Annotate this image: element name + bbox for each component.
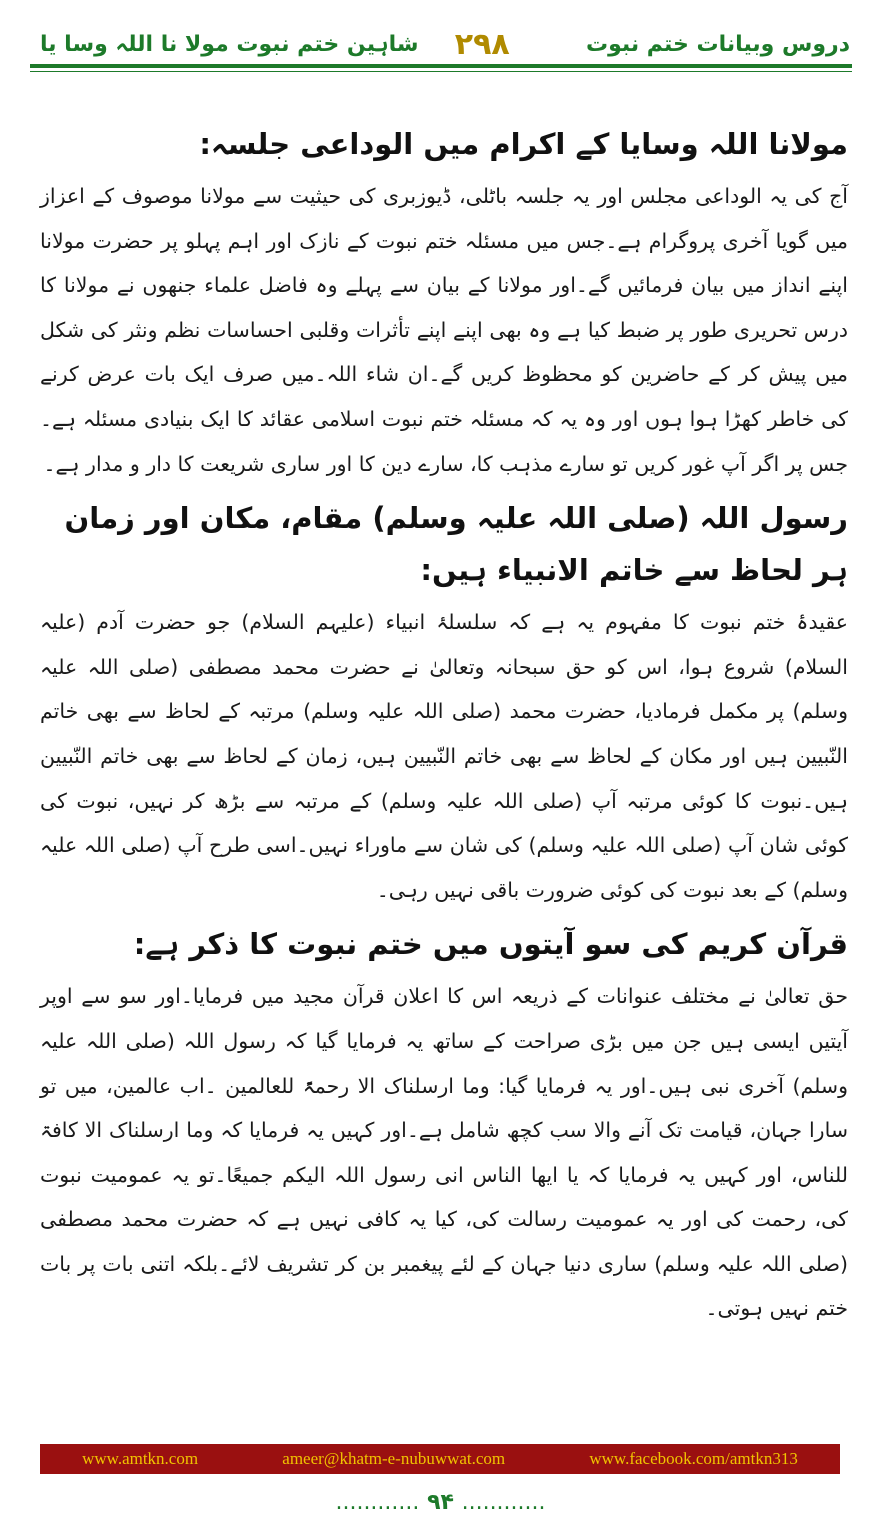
section	[40, 492, 848, 912]
section-heading: قرآن کریم کی سو آیتوں میں ختم نبوت کا ذکر ہے:	[133, 927, 848, 962]
series-title: شاہین ختم نبوت مولا نا اللہ وسا یا	[40, 31, 419, 57]
section-heading: رسول اللہ (صلی اللہ علیہ وسلم) مقام، مکان اور زمان ہر لحاظ سے خاتم الانبیاء ہیں:	[64, 501, 848, 588]
page-header	[40, 28, 850, 60]
footer-bar	[40, 1444, 840, 1474]
page-number: ۹۴	[427, 1490, 454, 1515]
section	[40, 118, 848, 486]
book-title: دروس وبیانات ختم نبوت	[586, 31, 850, 57]
dots-right: ............	[461, 1490, 546, 1515]
website-link[interactable]: www.amtkn.com	[82, 1449, 199, 1468]
facebook-link[interactable]: www.facebook.com/amtkn313	[589, 1449, 798, 1468]
header-rule-thick	[30, 64, 852, 68]
section-paragraph: عقیدۂ ختم نبوت کا مفہوم یہ ہے کہ سلسلۂ انبیاء (علیہم السلام) جو حضرت آدم (علیہ السلام) شروع ہوا، اس کو حق سبحانہ وتعالیٰ نے حضرت محمد مصطفی (صلی اللہ علیہ وسلم) پر مکمل فرمادیا، حضرت محمد (صلی اللہ علیہ وسلم) مرتبہ کے لحاظ سے بھی خاتم النّبیین ہیں اور مکان کے لحاظ سے بھی خاتم النّبیین ہیں، زمان کے لحاظ سے بھی خاتم النّبیین ہیں۔نبوت کا کوئی مرتبہ آپ (صلی اللہ علیہ وسلم) کے مرتبہ سے بڑھ کر نہیں، نبوت کی کوئی شان آپ (صلی اللہ علیہ وسلم) کی شان سے ماوراء نہیں۔اسی طرح آپ (صلی اللہ علیہ وسلم) کے بعد نبوت کی کوئی ضرورت باقی نہیں رہی۔	[40, 610, 848, 902]
dots-left: ............	[335, 1490, 420, 1515]
header-rule-thin	[30, 71, 852, 72]
bottom-page-number	[0, 1490, 881, 1515]
section-paragraph: حق تعالیٰ نے مختلف عنوانات کے ذریعہ اس کا اعلان قرآن مجید میں فرمایا۔اور سو سے اوپر آیتیں ایسی ہیں جن میں بڑی صراحت کے ساتھ یہ فرمایا گیا کہ رسول اللہ (صلی اللہ علیہ وسلم) آخری نبی ہیں۔اور یہ فرمایا گیا: وما ارسلناک الا رحمۃً للعالمین ۔اب عالمین، میں تو سارا جہان، قیامت تک آنے والا سب کچھ شامل ہے۔اور کہیں یہ فرمایا کہ وما ارسلناک الا کافۃ للناس، اور کہیں یہ فرمایا کہ یا ایھا الناس انی رسول اللہ الیکم جمیعًا۔تو یہ عمومیت نبوت کی، رحمت کی اور یہ عمومیت رسالت کی، کیا یہ کافی نہیں ہے کہ حضرت محمد مصطفی (صلی اللہ علیہ وسلم) ساری دنیا جہان کے لئے پیغمبر بن کر تشریف لائے۔بلکہ اتنی بات پر بات ختم نہیں ہوتی۔	[40, 984, 848, 1321]
header-page-number: ۲۹۸	[454, 26, 510, 62]
section-heading: مولانا اللہ وسایا کے اکرام میں الوداعی جلسہ:	[199, 127, 848, 161]
page-body	[40, 112, 848, 1337]
email-link[interactable]: ameer@khatm-e-nubuwwat.com	[282, 1449, 506, 1468]
section-paragraph: آج کی یہ الوداعی مجلس اور یہ جلسہ باٹلی، ڈیوزبری کی حیثیت سے مولانا موصوف کے اعزاز میں گویا آخری پروگرام ہے۔جس میں مسئلہ ختم نبوت کے نازک اور اہم پہلو پر حضرت مولانا اپنے انداز میں بیان فرمائیں گے۔اور مولانا کے بیان سے پہلے وہ فاضل علماء جنھوں نے مولانا کا درس تحریری طور پر ضبط کیا ہے وہ بھی اپنے اپنے تأثرات وقلبی احساسات نظم ونثر کی شکل میں پیش کر کے حاضرین کو محظوظ کریں گے۔ان شاء اللہ۔میں صرف ایک بات عرض کرنے کی خاطر کھڑا ہوا ہوں اور وہ یہ کہ مسئلہ ختم نبوت اسلامی عقائد کا ایک بنیادی مسئلہ ہے۔جس پر اگر آپ غور کریں تو سارے مذہب کا، سارے دین کا اور ساری شریعت کا دار و مدار ہے۔	[40, 184, 848, 476]
section	[40, 918, 848, 1331]
